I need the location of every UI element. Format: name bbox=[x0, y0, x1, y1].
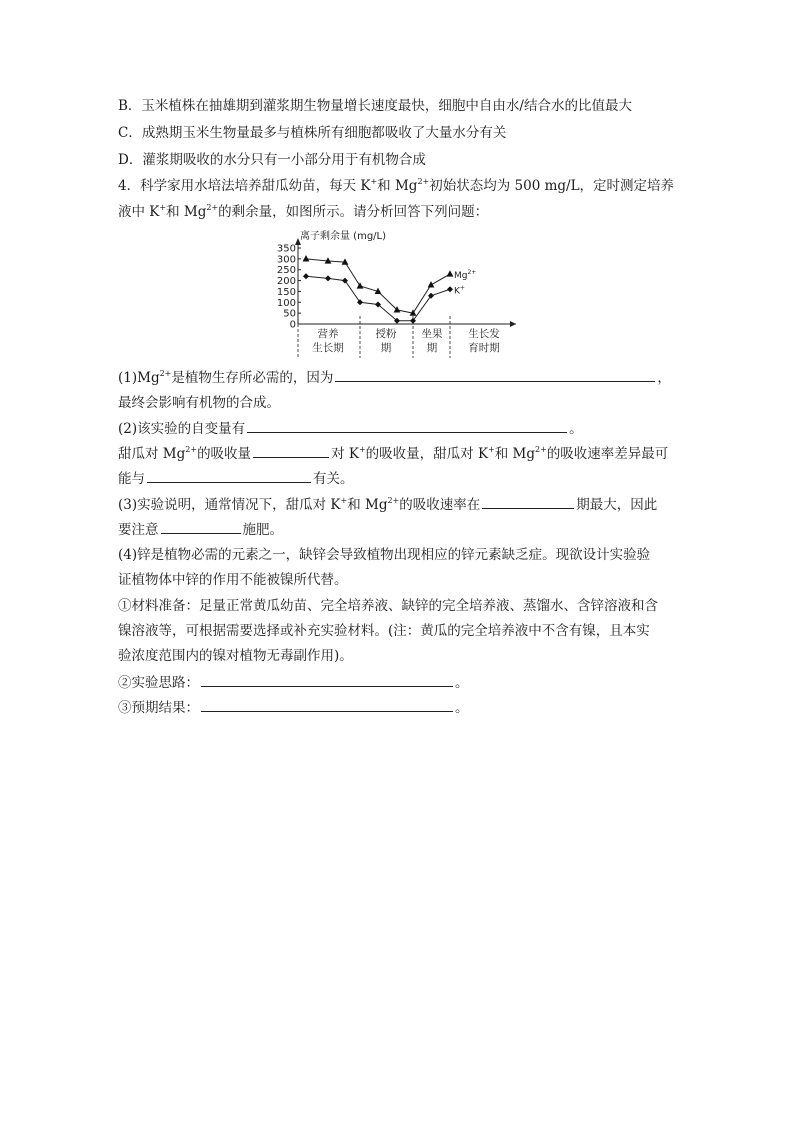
y-tick-label: 100 bbox=[276, 297, 296, 309]
series-line-diamond bbox=[306, 276, 450, 321]
materials-line2: 镍溶液等，可根据需要选择或补充实验材料。(注：黄瓜的完全培养液中不含有镍，且本实 bbox=[118, 623, 650, 639]
q2-line: (2)该实验的自变量有 。 bbox=[118, 418, 688, 439]
period-label: 坐果 bbox=[421, 328, 443, 340]
q4-line2: 证植物体中锌的作用不能被镍所代替。 bbox=[118, 572, 348, 588]
q2-line3: 能与 有关。 bbox=[118, 468, 688, 489]
answer-blank[interactable] bbox=[201, 697, 453, 712]
period-label: 育时期 bbox=[468, 342, 500, 354]
answer-blank[interactable] bbox=[147, 468, 311, 483]
question-4-intro: 4．科学家用水培法培养甜瓜幼苗，每天 K+和 $Mg^{2+}$初始状态均为 500 mg/L，定时测定培养 bbox=[118, 177, 675, 194]
experiment-idea-line: ②实验思路： 。 bbox=[118, 672, 688, 693]
y-tick-label: 350 bbox=[276, 243, 296, 255]
ion-remaining-chart bbox=[268, 226, 528, 358]
y-tick-label: 0 bbox=[289, 319, 296, 331]
y-tick-label: 50 bbox=[283, 308, 296, 320]
q3-line2: 要注意 施肥。 bbox=[118, 519, 688, 540]
period-label: 授粉 bbox=[375, 328, 397, 340]
period-label: 期 bbox=[426, 342, 438, 354]
q1-line2: 最终会影响有机物的合成。 bbox=[118, 395, 280, 411]
answer-blank[interactable] bbox=[482, 494, 574, 509]
period-label: 期 bbox=[380, 342, 392, 354]
answer-blank[interactable] bbox=[335, 367, 655, 382]
x-axis-arrow bbox=[510, 321, 516, 327]
period-label: 生长期 bbox=[312, 342, 344, 354]
materials-line3: 验浓度范围内的镍对植物无毒副作用)。 bbox=[118, 648, 353, 664]
data-point-diamond bbox=[303, 273, 309, 279]
option-c: C．成熟期玉米生物量最多与植株所有细胞都吸收了大量水分有关 bbox=[118, 125, 507, 141]
answer-blank[interactable] bbox=[247, 418, 567, 433]
answer-blank[interactable] bbox=[161, 519, 241, 534]
data-point-diamond bbox=[325, 275, 331, 281]
data-point-diamond bbox=[447, 286, 453, 292]
series-label: K+ bbox=[454, 284, 465, 297]
data-point-diamond bbox=[357, 299, 363, 305]
period-label: 生长发 bbox=[468, 328, 500, 340]
y-tick-label: 250 bbox=[276, 265, 296, 277]
q3-line: (3)实验说明，通常情况下，甜瓜对 K+和 $Mg^{2+}$的吸收速率在 期最大，因此 bbox=[118, 496, 658, 513]
q1-line: $(1)Mg^{2+}$是植物生存所必需的，因为 ， bbox=[118, 369, 671, 386]
q2-line2: 甜瓜对 $Mg^{2+}$的吸收量 对 K+的吸收量，甜瓜对 K+和 $Mg^{2+}$的吸收速率差异最可 bbox=[118, 445, 669, 462]
answer-blank[interactable] bbox=[201, 672, 453, 687]
data-point-triangle bbox=[303, 255, 310, 261]
expected-result-line: ③预期结果： 。 bbox=[118, 697, 688, 718]
option-d: D．灌浆期吸收的水分只有一小部分用于有机物合成 bbox=[118, 152, 426, 168]
option-b: B．玉米植株在抽雄期到灌浆期生物量增长速度最快，细胞中自由水/结合水的比值最大 bbox=[118, 98, 632, 114]
y-axis-label: 离子剩余量 (mg/L) bbox=[300, 231, 387, 242]
materials-line1: ①材料准备：足量正常黄瓜幼苗、完全培养液、缺锌的完全培养液、蒸馏水、含锌溶液和含 bbox=[118, 598, 658, 614]
y-tick-label: 150 bbox=[276, 286, 296, 298]
y-tick-label: 200 bbox=[276, 276, 296, 288]
question-4-intro-line2: 液中 K+和 $Mg^{2+}$的剩余量，如图所示。请分析回答下列问题： bbox=[118, 203, 489, 220]
q4-line1: (4)锌是植物必需的元素之一，缺锌会导致植物出现相应的锌元素缺乏症。现欲设计实验验 bbox=[118, 547, 651, 563]
data-point-triangle bbox=[357, 282, 364, 288]
answer-blank[interactable] bbox=[253, 443, 329, 458]
period-label: 营养 bbox=[317, 328, 339, 340]
series-label: $Mg^{2+}$ bbox=[454, 269, 477, 282]
data-point-diamond bbox=[342, 278, 348, 284]
data-point-triangle bbox=[428, 281, 435, 287]
data-point-triangle bbox=[447, 270, 454, 276]
y-tick-label: 300 bbox=[276, 254, 296, 266]
